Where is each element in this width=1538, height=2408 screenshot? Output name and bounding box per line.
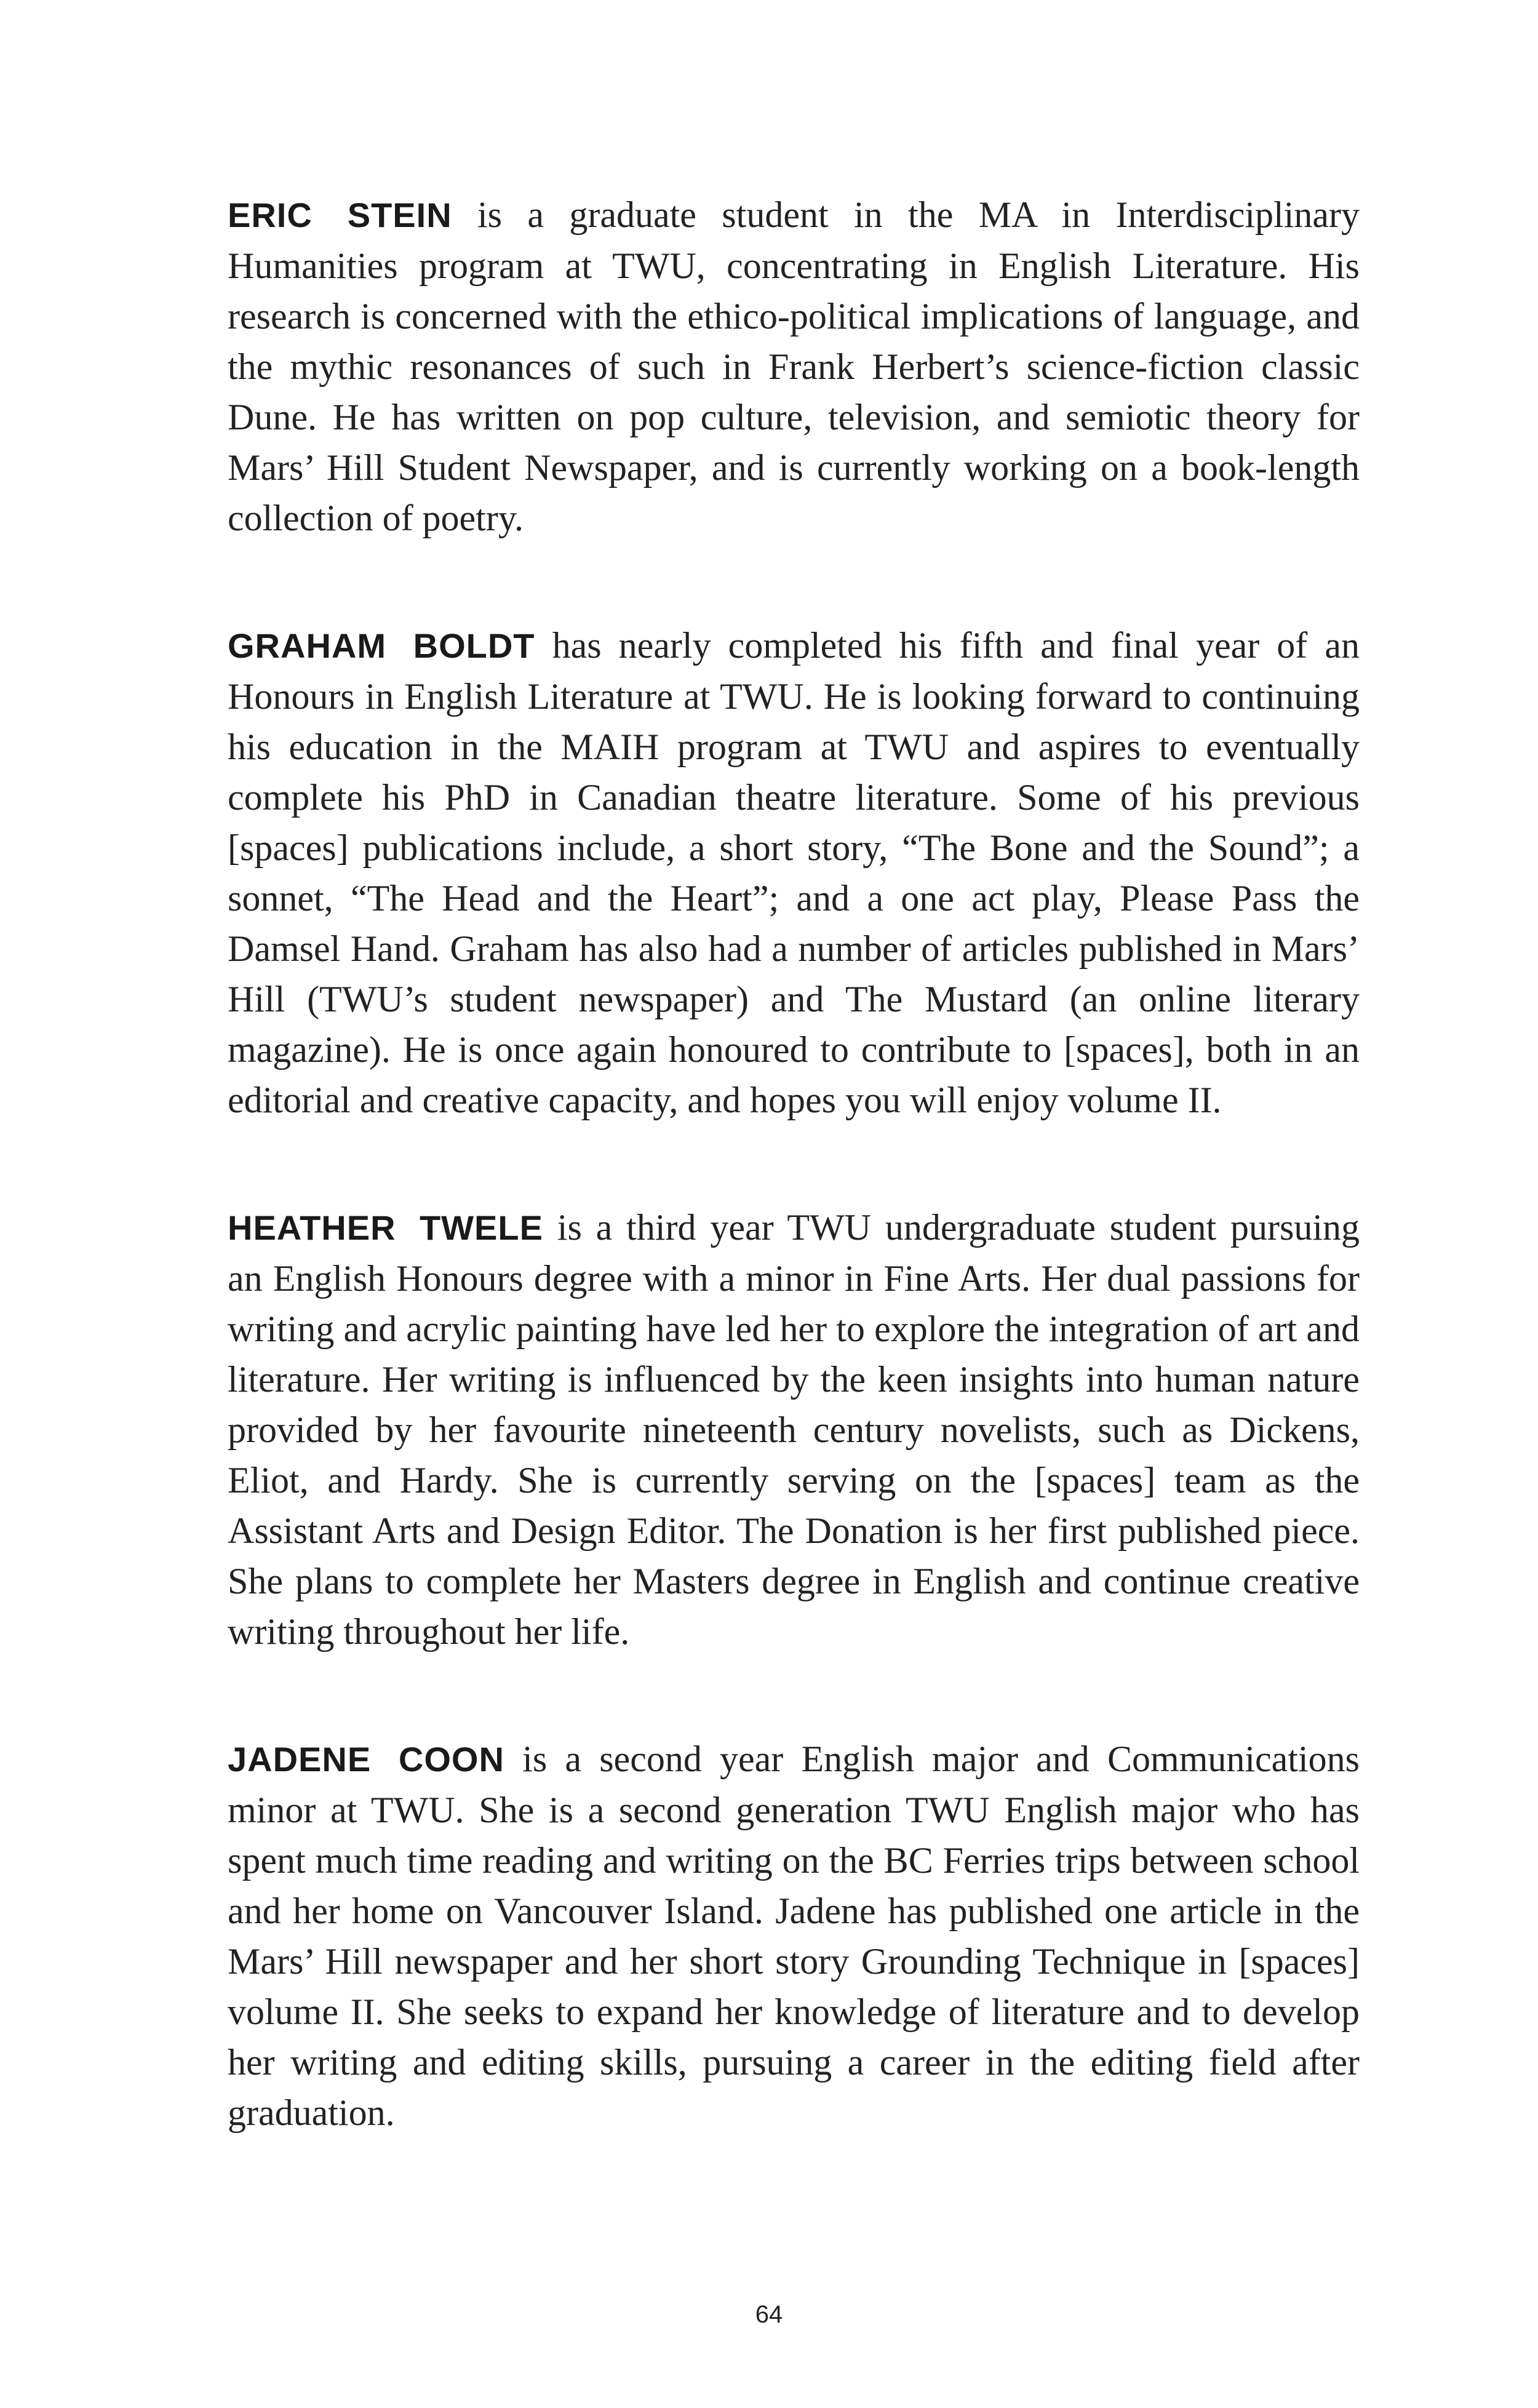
bio-text: is a second year English major and Communications minor at TWU. She is a second generation TWU English major who has spent much time reading and writing on the BC Ferries trips between school and her home on Vancouver Island. Jadene has published one article in the Mars’ Hill newspaper and her short story Grounding Technique in [spaces] volume II. She seeks to expand her knowledge of literature and to develop her writing and editing skills, pursuing a career in the editing field after graduation. [228,1739,1360,2133]
bio-text: has nearly completed his fifth and final year of an Honours in English Literature at TWU. He is looking forward to continuing his education in the MAIH program at TWU and aspires to eventually complete his PhD in Canadian theatre literature. Some of his previous [spaces] publications include, a short story, “The Bone and the Sound”; a sonnet, “The Head and the Heart”; and a one act play, Please Pass the Damsel Hand. Graham has also had a number of articles published in Mars’ Hill (TWU’s student newspaper) and The Mustard (an online literary magazine). He is once again honoured to contribute to [spaces], both in an editorial and creative capacity, and hopes you will enjoy volume II. [228,625,1360,1120]
bio-name: ERIC STEIN [228,196,452,234]
bio-jadene-coon [228,1734,1360,2138]
bio-graham-boldt [228,620,1360,1125]
bio-heather-twele [228,1202,1360,1657]
bio-eric-stein [228,189,1360,543]
bio-name: JADENE COON [228,1740,504,1779]
page-number: 64 [755,2301,783,2328]
bio-name: GRAHAM BOLDT [228,626,535,665]
bio-text: is a graduate student in the MA in Interdisciplinary Humanities program at TWU, concentrating in English Literature. His research is concerned with the ethico-political implications of language, and the mythic resonances of such in Frank Herbert’s science-fiction classic Dune. He has written on pop culture, television, and semiotic theory for Mars’ Hill Student Newspaper, and is currently working on a book-length collection of poetry. [228,194,1360,538]
contributor-bios [228,189,1360,2215]
bio-name: HEATHER TWELE [228,1208,543,1247]
bio-text: is a third year TWU undergraduate student pursuing an English Honours degree with a minor in Fine Arts. Her dual passions for writing and acrylic painting have led her to explore the integration of art and literature. Her writing is influenced by the keen insights into human nature provided by her favourite nineteenth century novelists, such as Dickens, Eliot, and Hardy. She is currently serving on the [spaces] team as the Assistant Arts and Design Editor. The Donation is her first published piece. She plans to complete her Masters degree in English and continue creative writing throughout her life. [228,1207,1360,1652]
